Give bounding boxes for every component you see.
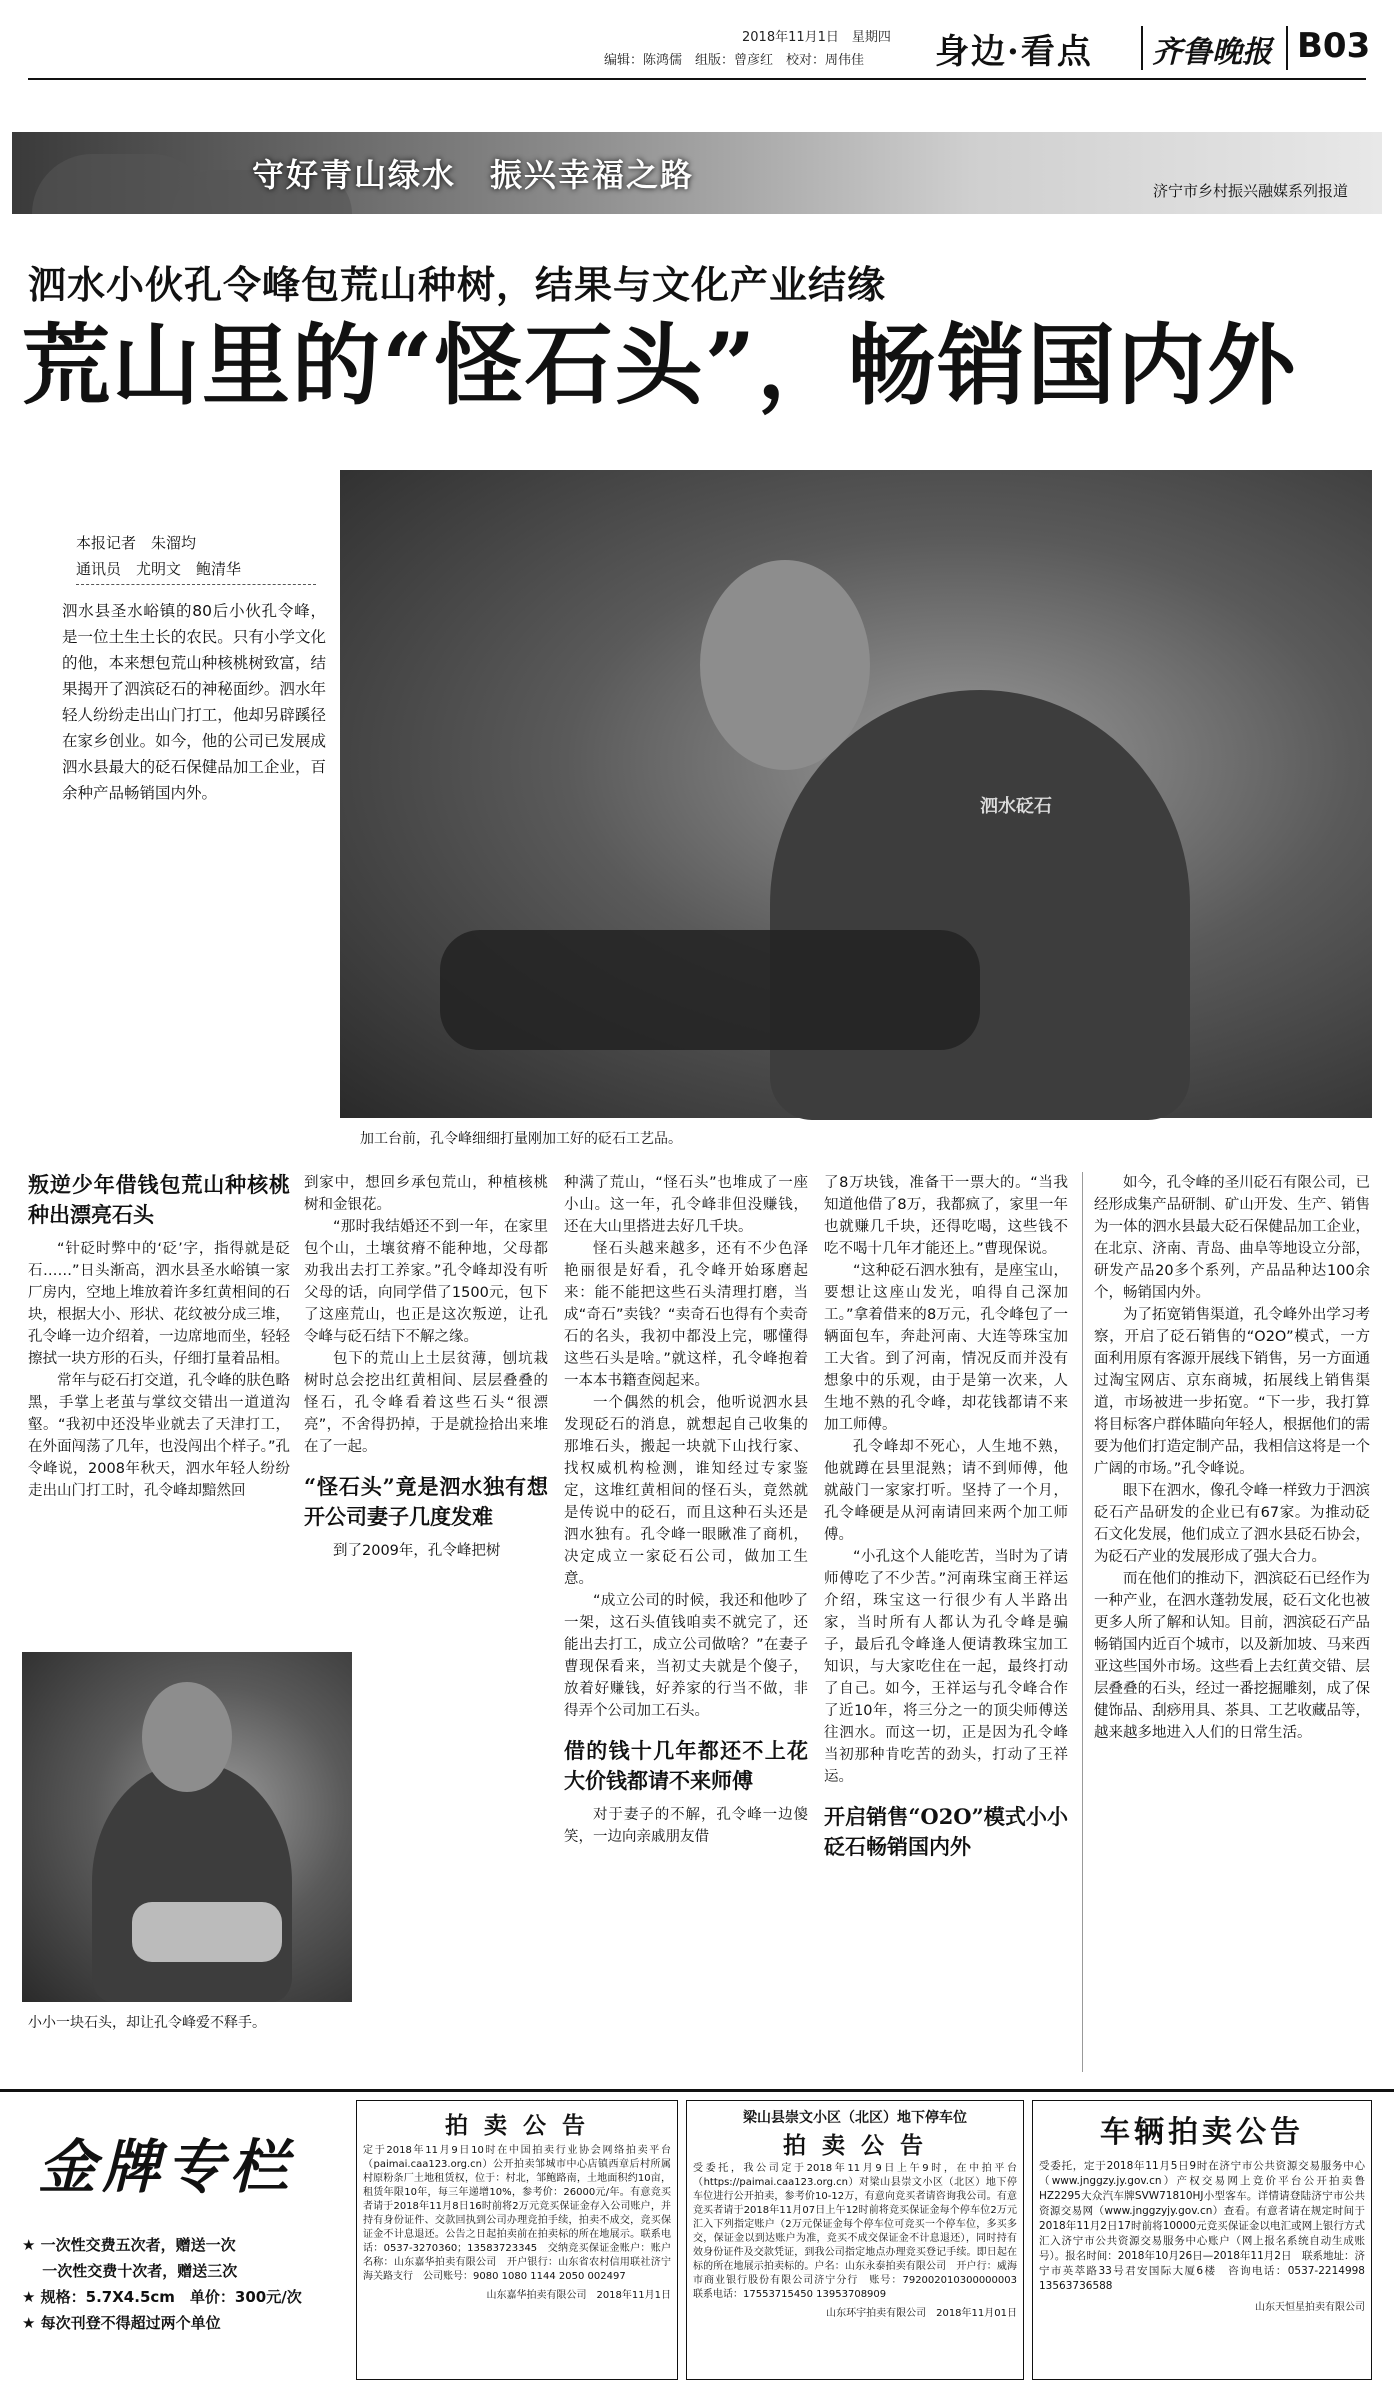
ad-footer: 山东环宇拍卖有限公司 2018年11月01日 <box>826 2308 1017 2319</box>
apron-text: 泗水砭石 <box>980 796 1052 817</box>
paragraph: 一个偶然的机会，他听说泗水县发现砭石的消息，就想起自己收集的那堆石头，搬起一块就下山找行家、找权威机构检测，谁知经过专家鉴定，这堆红黄相间的怪石头，竟然就是传说中的砭石，而且这种石头还是泗水独有。孔令峰一眼瞅准了商机，决定成立一家砭石公司，做加工生意。 <box>564 1395 808 1587</box>
column-2 <box>304 1172 548 1562</box>
jinpai-promo <box>22 2232 348 2336</box>
lead-paragraph: 泗水县圣水峪镇的80后小伙孔令峰，是一位土生土长的农民。只有小学文化的他，本来想包荒山种核桃树致富，结果揭开了泗滨砭石的神秘面纱。泗水年轻人纷纷走出山门打工，他却另辟蹊径在家乡创业。如今，他的公司已发展成泗水县最大的砭石保健品加工企业，百余种产品畅销国内外。 <box>62 602 326 802</box>
paragraph: “那时我结婚还不到一年，在家里包个山，土壤贫瘠不能种地，父母都劝我出去打工养家。”孔令峰却没有听父母的话，向同学借了1500元，包下了这座荒山，也正是这次叛逆，让孔令峰与砭石结下不解之缘。 <box>304 1219 548 1345</box>
ads-rule <box>0 2089 1394 2092</box>
jinpai-title: 金牌专栏 <box>38 2133 295 2201</box>
banner-title: 守好青山绿水 振兴幸福之路 <box>252 156 695 194</box>
stone <box>132 1902 282 1962</box>
issue-date: 2018年11月1日 星期四 <box>742 30 891 45</box>
subhead: 借的钱十几年都还不上花大价钱都请不来师傅 <box>564 1738 808 1793</box>
main-headline: 荒山里的“怪石头”，畅销国内外 <box>22 313 1298 417</box>
paragraph: 常年与砭石打交道，孔令峰的肤色略黑，手掌上老茧与掌纹交错出一道道沟壑。“我初中还没毕业就去了天津打工，在外面闯荡了几年，也没闯出个样子。”孔令峰说，2008年秋天，泗水年轻人纷纷走出山门打工时，孔令峰却黯然回 <box>28 1373 290 1499</box>
ad-body: 定于2018年11月9日10时在中国拍卖行业协会网络拍卖平台（paimai.caa123.org.cn）公开拍卖邹城市中心店镇西章后村所属村原粉条厂土地租赁权，位于：村北，邹鲍路南，土地面积约10亩，租赁年限10年，每三年递增10%，参考价：26000元/年。有意竞买者请于2018年11月8日16时前将2万元竞买保证金存入公司账户，并持有身份证件、交款回执到公司办理竞拍手续，拍卖不成交，竞买保证金不计息退还。公告之日起拍卖前在拍卖标的所在地展示。联系电话：0537-3270360；13583723345 交纳竞买保证金账户：账户名称：山东嘉华拍卖有限公司 开户银行：山东省农村信用联社济宁海关路支行 公司账号：9080 1080 1144 2050 002497 <box>363 2145 671 2282</box>
paragraph: 而在他们的推动下，泗滨砭石已经作为一种产业，在泗水蓬勃发展，砭石文化也被更多人所了解和认知。目前，泗滨砭石产品畅销国内近百个城市，以及新加坡、马来西亚这些国外市场。这些看上去红黄交错、层层叠叠的石头，经过一番挖掘雕刻，成了保健饰品、刮痧用具、茶具、工艺收藏品等，越来越多地进入人们的日常生活。 <box>1094 1571 1370 1741</box>
ad-title: 拍 卖 公 告 <box>782 2132 928 2159</box>
paragraph: 如今，孔令峰的圣川砭石有限公司，已经形成集产品研制、矿山开发、生产、销售为一体的泗水县最大砭石保健品加工企业，在北京、济南、青岛、曲阜等地设立分部，研发产品20多个系列，产品品种达100余个，畅销国内外。 <box>1094 1175 1370 1301</box>
ad-body: 受委托，定于2018年11月5日9时在济宁市公共资源交易服务中心（www.jnggzy.jy.gov.cn）产权交易网上竞价平台公开拍卖鲁HZ2295大众汽车牌SVW71810HJ小型客车。详情请登陆济宁市公共资源交易网（www.jnggzyjy.gov.cn）查看。有意者请在规定时间于2018年11月2日17时前将10000元竞买保证金以电汇或网上银行方式汇入济宁市公共资源交易服务中心账户（网上报名系统自动生成账号）。报名时间：2018年10月26日—2018年11月2日 联系地址：济宁市英萃路33号君安国际大厦6楼 咨询电话：0537-2214998 13563736588 <box>1039 2160 1376 2292</box>
photo-head <box>142 1682 232 1792</box>
banner-subtitle: 济宁市乡村振兴融媒系列报道 <box>1152 182 1348 200</box>
series-banner <box>12 132 1382 214</box>
column-1 <box>28 1160 290 1502</box>
column-5 <box>1094 1172 1370 1744</box>
paragraph: 为了拓宽销售渠道，孔令峰外出学习考察，开启了砭石销售的“O2O”模式，一方面利用原有客源开展线下销售，另一方面通过淘宝网店、京东商城，拓展线上销售渠道，市场被进一步拓宽。“下一步，我打算将目标客户群体瞄向年轻人，根据他们的需要为他们打造定制产品，我相信这将是一个广阔的市场。”孔令峰说。 <box>1094 1307 1370 1477</box>
paragraph: 到家中，想回乡承包荒山，种植核桃树和金银花。 <box>304 1175 548 1213</box>
column-4 <box>824 1172 1068 1870</box>
ad-title: 车辆拍卖公告 <box>1100 2115 1304 2150</box>
editor-credits: 编辑：陈鸿儒 组版：曾彦红 校对：周伟佳 <box>604 53 865 68</box>
paragraph: “小孔这个人能吃苦，当时为了请师傅吃了不少苦。”河南珠宝商王祥运介绍，珠宝这一行很少有人半路出家，当时所有人都认为孔令峰是骗子，最后孔令峰逢人便请教珠宝加工知识，与大家吃住在一起，最终打动了自己。如今，王祥运与孔令峰合作了近10年，将三分之一的顶尖师傅送往泗水。而这一切，正是因为孔令峰当初那种肯吃苦的劲头，打动了王祥运。 <box>824 1549 1068 1785</box>
paragraph: 包下的荒山上土层贫薄，刨坑栽树时总会挖出红黄相间、层层叠叠的怪石，孔令峰看着这些石头“很漂亮”，不舍得扔掉，于是就捡拾出来堆在了一起。 <box>304 1351 548 1455</box>
promo-line: 一次性交费十次者，赠送三次 <box>22 2262 238 2280</box>
promo-line: ★ 规格：5.7X4.5cm 单价：300元/次 <box>22 2288 302 2306</box>
section-name: 身边·看点 <box>935 32 1093 72</box>
main-photo <box>340 470 1372 1118</box>
ad-body: 受委托，我公司定于2018年11月9日上午9时，在中拍平台（https://paimai.caa123.org.cn）对梁山县崇文小区（北区）地下停车位进行公开拍卖，参考价10-12万，有意向竞买者请咨询我公司。有意竞买者请于2018年11月07日上午12时前将竞买保证金每个停车位2万元汇入下列指定账户（2万元保证金每个停车位可竞买一个停车位，多买多交，保证金以到达账户为准，竞买不成交保证金不计息退还），同时持有效身份证件及交款凭证，到我公司指定地点办理竞买登记手续。即日起在标的所在地展示拍卖标的。户名：山东永泰拍卖有限公司 开户行：威海市商业银行股份有限公司济宁分行 账号：792002010300000003 联系电话：17553715450 13953708909 <box>693 2163 1027 2300</box>
small-photo <box>22 1652 352 2002</box>
paragraph: 怪石头越来越多，还有不少色泽艳丽很是好看，孔令峰开始琢磨起来：能不能把这些石头清理打磨，当成“奇石”卖钱？“卖奇石也得有个卖奇石的名头，我初中都没上完，哪懂得这些石头是啥。”就这样，孔令峰抱着一本本书籍查阅起来。 <box>564 1241 808 1389</box>
small-photo-caption: 小小一块石头，却让孔令峰爱不释手。 <box>28 2015 266 2031</box>
column-divider <box>1082 1172 1083 2072</box>
subhead: 叛逆少年借钱包荒山种核桃种出漂亮石头 <box>28 1172 290 1227</box>
subhead: 开启销售“O2O”模式小小砭石畅销国内外 <box>824 1804 1068 1859</box>
paragraph: “这种砭石泗水独有，是座宝山，要想让这座山发光，咱得自己深加工。”拿着借来的8万元，孔令峰包了一辆面包车，奔赴河南、大连等珠宝加工大省。到了河南，情况反而并没有想象中的乐观，由于是第一次来，人生地不熟的孔令峰，却花钱都请不来加工师傅。 <box>824 1263 1068 1433</box>
jinpai-column-ad <box>22 2100 348 2380</box>
ad-footer: 山东天恒星拍卖有限公司 <box>1255 2302 1365 2313</box>
promo-line: ★ 每次刊登不得超过两个单位 <box>22 2314 221 2332</box>
paragraph: 到了2009年，孔令峰把树 <box>333 1543 501 1559</box>
kicker-headline: 泗水小伙孔令峰包荒山种树，结果与文化产业结缘 <box>28 262 887 307</box>
photo-figure <box>770 690 1190 1120</box>
main-photo-caption: 加工台前，孔令峰细细打量刚加工好的砭石工艺品。 <box>360 1131 682 1147</box>
column-3 <box>564 1172 808 1848</box>
header-divider <box>1286 26 1288 70</box>
header-rule <box>28 78 1366 80</box>
paragraph: “针砭时弊中的‘砭’字，指得就是砭石……”日头渐高，泗水县圣水峪镇一家厂房内，空地上堆放着许多红黄相间的石块，根据大小、形状、花纹被分成三堆，孔令峰一边介绍着，一边席地而坐，轻轻擦拭一块方形的石头，仔细打量着品相。 <box>28 1241 290 1367</box>
photo-figure <box>92 1762 292 2002</box>
paragraph: 孔令峰却不死心，人生地不熟，他就蹲在县里混熟；请不到师傅，他就敲门一家家打听。坚持了一个月，孔令峰硬是从河南请回来两个加工师傅。 <box>824 1439 1068 1543</box>
paragraph: 种满了荒山，“怪石头”也堆成了一座小山。这一年，孔令峰非但没赚钱，还在大山里搭进去好几千块。 <box>564 1175 808 1235</box>
header-divider <box>1141 26 1143 70</box>
paragraph: 了8万块钱，准备干一票大的。“当我知道他借了8万，我都疯了，家里一年也就赚几千块，还得吃喝，这些钱不吃不喝十几年才能还上。”曹现保说。 <box>824 1175 1068 1257</box>
ad-heading: 梁山县崇文小区（北区）地下停车位 <box>743 2110 967 2126</box>
paragraph: 眼下在泗水，像孔令峰一样致力于泗滨砭石产品研发的企业已有67家。为推动砭石文化发展，他们成立了泗水县砭石协会，为砭石产业的发展形成了强大合力。 <box>1094 1483 1370 1565</box>
ad-title: 拍 卖 公 告 <box>444 2112 590 2139</box>
stone-artwork <box>440 930 980 1050</box>
promo-line: ★ 一次性交费五次者，赠送一次 <box>22 2236 236 2254</box>
ad-footer: 山东嘉华拍卖有限公司 2018年11月1日 <box>486 2290 671 2301</box>
byline <box>76 530 316 585</box>
byline-rule <box>76 584 316 585</box>
page-number: B03 <box>1297 26 1371 66</box>
paragraph: “成立公司的时候，我还和他吵了一架，这石头值钱咱卖不就完了，还能出去打工，成立公司做啥？”在妻子曹现保看来，当初丈夫就是个傻子，放着好赚钱，好养家的行当不做，非得弄个公司加工石头。 <box>564 1593 808 1719</box>
vehicle-auction-ad <box>1032 2100 1376 2380</box>
correspondent-line: 通讯员 尤明文 鲍清华 <box>76 560 242 578</box>
subhead: “怪石头”竟是泗水独有想开公司妻子几度发难 <box>304 1474 548 1529</box>
reporter-line: 本报记者 朱溜均 <box>76 534 197 552</box>
auction-ad-1 <box>356 2100 678 2380</box>
paragraph: 对于妻子的不解，孔令峰一边傻笑，一边向亲戚朋友借 <box>564 1807 808 1845</box>
auction-ad-2 <box>686 2100 1027 2380</box>
newspaper-logo: 齐鲁晚报 <box>1152 35 1272 70</box>
photo-head <box>700 560 870 770</box>
